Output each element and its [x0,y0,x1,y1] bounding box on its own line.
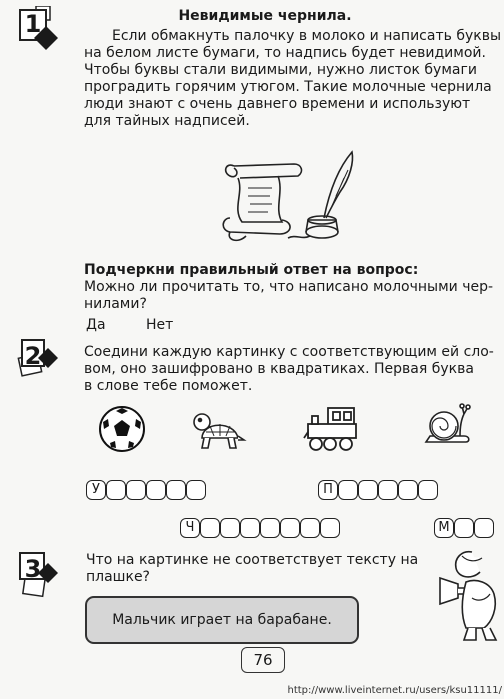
watermark-url: http://www.liveinternet.ru/users/ksu11111/ [287,685,502,696]
letter-cell[interactable] [300,518,320,538]
task-number-badge-1 [16,6,62,56]
letter-cell[interactable] [146,480,166,500]
question-heading: Подчеркни правильный ответ на вопрос: [84,262,419,278]
text-line: люди знают с очень давнего времени и используют [84,96,471,112]
train-picture[interactable] [300,404,362,454]
boy-with-trumpet-illustration [432,548,504,644]
text-line: нилами? [84,296,147,312]
letter-cell[interactable] [338,480,358,500]
letter-cell[interactable] [454,518,474,538]
task-number-badge-3 [16,551,62,601]
plaque: Мальчик играет на барабане. [85,596,359,644]
answer-no[interactable]: Нет [146,317,174,333]
letter-cell[interactable] [166,480,186,500]
task2-paragraph [84,344,494,395]
text-line: плашке? [86,569,150,585]
text-line: вом, оно зашифровано в квадратиках. Первая буква [84,361,474,377]
answer-yes[interactable]: Да [86,317,106,333]
letter-cell[interactable] [106,480,126,500]
letter-cell[interactable] [126,480,146,500]
task-number-badge-2 [16,338,62,388]
letter-cell[interactable] [358,480,378,500]
scroll-and-quill-illustration [212,148,362,248]
task1-title: Невидимые чернила. [178,8,352,24]
letter-cell[interactable] [260,518,280,538]
text-line: на белом листе бумаги, то надпись будет невидимой. [84,45,486,61]
letter-cell[interactable] [474,518,494,538]
text-line: Соедини каждую картинку с соответствующим ей сло- [84,344,494,360]
letter-cell[interactable] [398,480,418,500]
letter-cell[interactable] [220,518,240,538]
letter-cell[interactable] [418,480,438,500]
turtle-picture[interactable] [188,408,248,452]
letter-cell[interactable] [378,480,398,500]
text-line: Что на картинке не соответствует тексту на [86,552,419,568]
first-letter-cell: М [434,518,454,538]
letter-cell[interactable] [240,518,260,538]
letter-cell[interactable] [186,480,206,500]
first-letter-cell: Ч [180,518,200,538]
text-line: проградить горячим утюгом. Такие молочные чернила [84,79,492,95]
question-text [84,279,493,313]
text-line: Чтобы буквы стали видимыми, нужно листок бумаги [84,62,477,78]
text-line: Если обмакнуть палочку в молоко и написать буквы [112,28,501,44]
letter-cell[interactable] [320,518,340,538]
text-line: для тайных надписей. [84,113,250,129]
text-line: в слове тебе поможет. [84,378,253,394]
task1-paragraph [84,28,501,130]
task-number: 3 [24,555,42,583]
first-letter-cell: П [318,480,338,500]
letter-cell[interactable] [200,518,220,538]
task-number: 2 [24,342,42,370]
task-number: 1 [24,10,42,38]
letter-cell[interactable] [280,518,300,538]
text-line: Можно ли прочитать то, что написано молочными чер- [84,279,494,295]
page-number: 76 [241,647,285,673]
task3-paragraph [86,552,418,586]
snail-picture[interactable] [420,402,472,450]
first-letter-cell: У [86,480,106,500]
soccer-ball-picture[interactable] [98,405,146,453]
